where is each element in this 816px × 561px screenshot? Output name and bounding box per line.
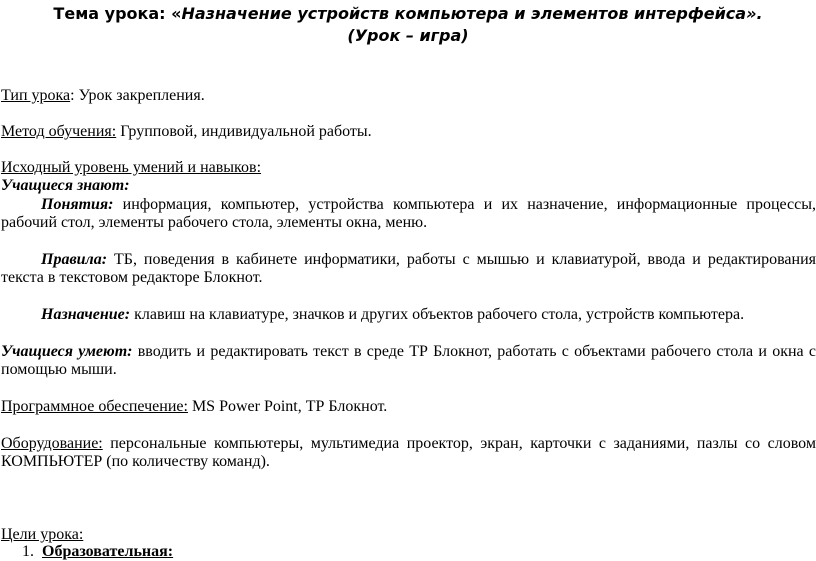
purpose-text: клавиш на клавиатуре, значков и других объектов рабочего стола, устройств компьютера. [130, 306, 745, 323]
students-can-text-1: вводить и редактировать текст в среде ТР Блокнот, работать с объектами рабочего стола и окна с [132, 343, 816, 360]
baseline-label: Исходный уровень умений и навыков: [1, 159, 262, 176]
lesson-type-value: : Урок закрепления. [70, 87, 205, 104]
lesson-type-label: Тип урока [1, 87, 71, 104]
concepts-text-1: информация, компьютер, устройства компьютера и их назначение, информационные процессы, [113, 196, 816, 213]
goals-label: Цели урока: [1, 526, 84, 543]
concepts-text-2: рабочий стол, элементы рабочего стола, элементы окна, меню. [1, 214, 428, 231]
baseline-heading [1, 159, 261, 177]
students-know-heading [1, 177, 130, 195]
software-line [1, 398, 387, 416]
goal-item-label: Образовательная: [42, 543, 174, 560]
title-topic: Назначение устройств компьютера и элементов интерфейса [181, 4, 747, 23]
students-can-text-2: помощью мыши. [1, 361, 117, 378]
goal-item-1 [22, 543, 173, 561]
lesson-title [0, 4, 816, 23]
students-can-line-2 [1, 361, 117, 379]
lesson-type-line [1, 87, 205, 105]
title-suffix: ». [746, 4, 763, 23]
equipment-text-2: КОМПЬЮТЕР (по количеству команд). [1, 453, 270, 470]
rules-line-2 [1, 269, 262, 287]
method-label: Метод обучения: [1, 123, 117, 140]
concepts-line-1 [1, 196, 816, 214]
purpose-line [1, 306, 744, 324]
title-prefix: Тема урока: « [53, 4, 182, 23]
equipment-line-2 [1, 453, 270, 471]
goal-item-number: 1. [22, 543, 34, 560]
method-value: Групповой, индивидуальной работы. [116, 123, 372, 140]
equipment-label: Оборудование: [1, 435, 103, 452]
title-game-note: (Урок – игра) [347, 26, 469, 45]
goals-heading [1, 526, 83, 544]
rules-text-1: ТБ, поведения в кабинете информатики, работы с мышью и клавиатурой, ввода и редактирования [107, 251, 816, 268]
students-can-label: Учащиеся умеют: [1, 343, 133, 360]
method-line [1, 123, 372, 141]
rules-text-2: текста в текстовом редакторе Блокнот. [1, 269, 263, 286]
concepts-line-2 [1, 214, 427, 232]
students-can-line-1 [1, 343, 816, 361]
lesson-subtitle [0, 26, 816, 45]
equipment-line-1 [1, 435, 816, 453]
software-value: MS Power Point, ТР Блокнот. [187, 398, 388, 415]
software-label: Программное обеспечение: [1, 398, 188, 415]
rules-line-1 [1, 251, 816, 269]
concepts-label: Понятия: [41, 196, 114, 213]
equipment-text-1: персональные компьютеры, мультимедиа проектор, экран, карточки с заданиями, пазлы со словом [102, 435, 816, 452]
purpose-label: Назначение: [41, 306, 131, 323]
students-know-label: Учащиеся знают: [1, 177, 130, 194]
rules-label: Правила: [41, 251, 108, 268]
